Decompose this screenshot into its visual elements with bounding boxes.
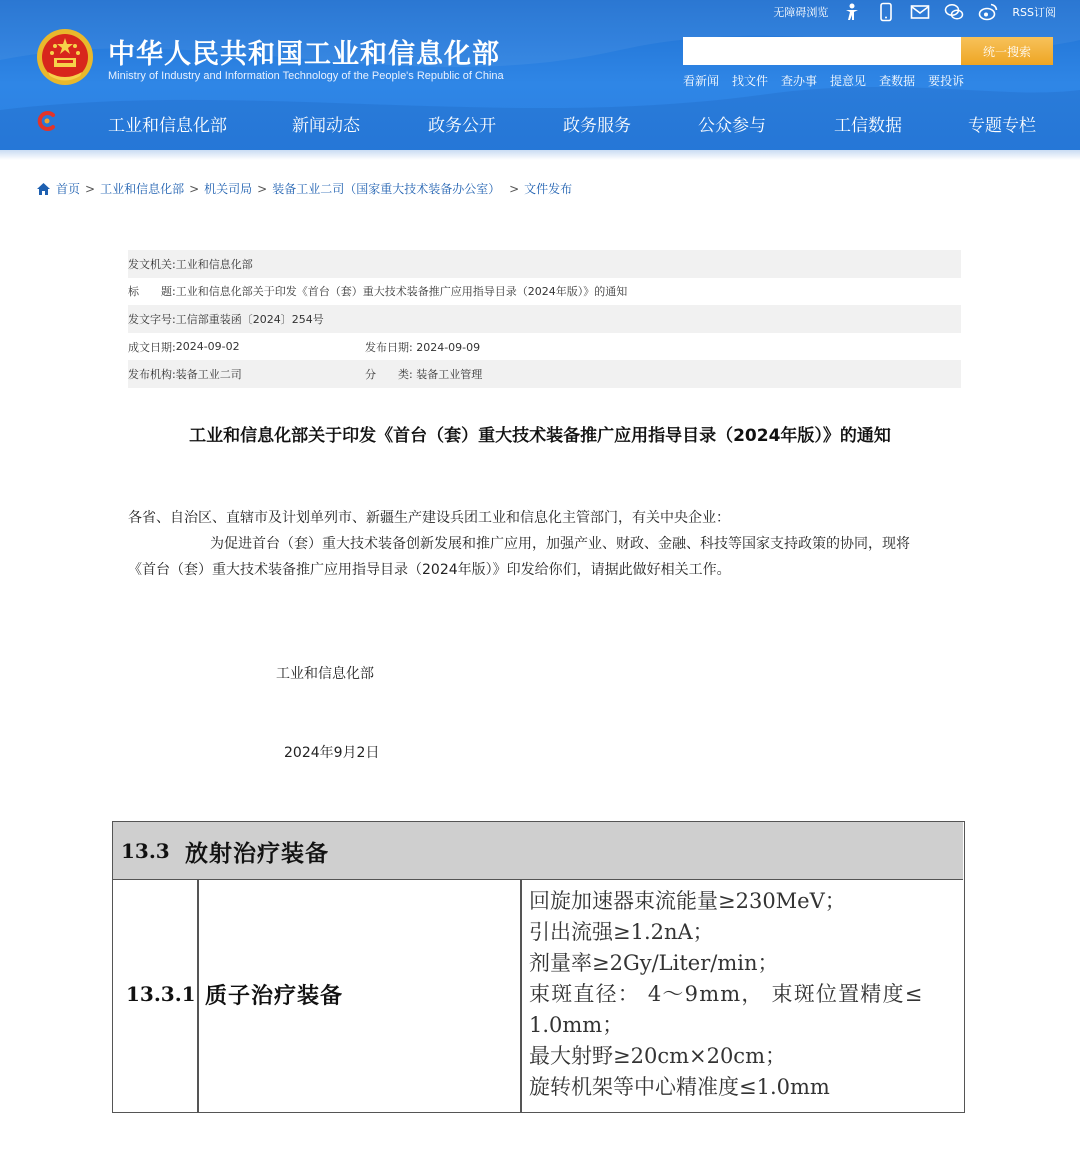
mobile-phone-icon[interactable]: [876, 2, 896, 22]
accessible-browsing-link[interactable]: 无障碍浏览: [773, 6, 829, 19]
meta-row-title: [128, 278, 961, 306]
document-paragraph-line-1: 为促进首台（套）重大技术装备创新发展和推广应用，加强产业、财政、金融、科技等国家支持政策的协同，现将: [210, 536, 910, 552]
spec-line: 最大射野≥20cm×20cm；: [529, 1044, 786, 1068]
meta-org-value: 装备工业二司: [175, 368, 242, 382]
meta-row-docno: [128, 305, 961, 333]
meta-issuer-value: 工业和信息化部: [175, 257, 253, 271]
meta-title-value: 工业和信息化部关于印发《首台（套）重大技术装备推广应用指导目录（2024年版）》的通知: [175, 285, 628, 299]
spec-line: 1.0mm；: [529, 1013, 624, 1037]
nav-item-special-topics[interactable]: 专题专栏: [968, 116, 1036, 136]
meta-category-label: 分 类:: [365, 368, 413, 382]
nav-item-gov-affairs[interactable]: 政务公开: [428, 116, 496, 136]
main-navigation: [0, 100, 1080, 144]
catalog-excerpt-table: [112, 821, 965, 1113]
quick-links: [683, 72, 964, 89]
meta-category-value: 装备工业管理: [416, 368, 483, 382]
quick-link-feedback[interactable]: 提意见: [830, 74, 867, 88]
catalog-section-header: [113, 822, 963, 880]
spec-line: 引出流强≥1.2nA；: [529, 920, 714, 944]
quick-link-services[interactable]: 查办事: [781, 74, 818, 88]
home-icon[interactable]: [36, 182, 51, 196]
meta-title-label: 标 题:: [128, 285, 176, 299]
catalog-item-name: 质子治疗装备: [205, 983, 344, 1009]
catalog-item-specs: [529, 886, 959, 1103]
nav-item-news[interactable]: 新闻动态: [292, 116, 360, 136]
document-metadata-table: [128, 250, 961, 388]
catalog-section-number: 13.3: [121, 839, 170, 863]
catalog-section-name: 放射治疗装备: [185, 840, 329, 867]
ministry-c-logo-icon[interactable]: [36, 110, 58, 132]
table-column-divider: [520, 880, 522, 1113]
unified-search-button[interactable]: 统一搜索: [961, 37, 1053, 65]
document-title: 工业和信息化部关于印发《首台（套）重大技术装备推广应用指导目录（2024年版）》的通知: [189, 426, 891, 446]
breadcrumb-separator: >: [85, 181, 96, 196]
nav-item-data[interactable]: 工信数据: [834, 116, 902, 136]
quick-link-files[interactable]: 找文件: [732, 74, 769, 88]
meta-written-label: 成文日期:: [128, 340, 176, 354]
document-paragraph-line-2: 《首台（套）重大技术装备推广应用指导目录（2024年版）》印发给你们，请据此做好相关工作。: [128, 562, 731, 578]
spec-line: 旋转机架等中心精准度≤1.0mm: [529, 1075, 830, 1099]
meta-category-cell: [365, 366, 482, 382]
meta-issuer-label: 发文机关:: [128, 257, 176, 271]
breadcrumb-equipment-dept[interactable]: 装备工业二司（国家重大技术装备办公室）: [272, 182, 501, 196]
rss-subscribe-link[interactable]: RSS订阅: [1012, 6, 1056, 19]
document-salutation: 各省、自治区、直辖市及计划单列市、新疆生产建设兵团工业和信息化主管部门，有关中央企业：: [128, 510, 730, 526]
quick-link-news[interactable]: 看新闻: [683, 74, 720, 88]
wechat-icon[interactable]: [944, 2, 964, 22]
meta-row-dates: [128, 333, 961, 361]
site-title: 中华人民共和国工业和信息化部: [108, 39, 500, 70]
header-divider: [0, 150, 1080, 160]
meta-row-issuer: [128, 250, 961, 278]
national-emblem-logo[interactable]: [36, 28, 94, 86]
meta-docno-label: 发文字号:: [128, 312, 176, 326]
breadcrumb-departments[interactable]: 机关司局: [204, 182, 253, 196]
table-column-divider: [197, 880, 199, 1113]
nav-item-ministry[interactable]: 工业和信息化部: [108, 116, 227, 136]
nav-item-gov-services[interactable]: 政务服务: [563, 116, 631, 136]
spec-line: 剂量率≥2Gy/Liter/min；: [529, 951, 779, 975]
breadcrumb-separator: >: [257, 181, 268, 196]
mail-icon[interactable]: [910, 2, 930, 22]
search-input[interactable]: [683, 37, 961, 65]
meta-published-label: 发布日期:: [365, 340, 413, 354]
search-bar: [683, 37, 1053, 65]
spec-line: 回旋加速器束流能量≥230MeV；: [529, 889, 846, 913]
quick-link-complaints[interactable]: 要投诉: [928, 74, 965, 88]
breadcrumb-file-release[interactable]: 文件发布: [524, 182, 573, 196]
catalog-item-code: 13.3.1: [126, 982, 196, 1006]
weibo-icon[interactable]: [978, 2, 998, 22]
breadcrumb-ministry[interactable]: 工业和信息化部: [100, 182, 185, 196]
breadcrumb-separator: >: [189, 181, 200, 196]
meta-docno-value: 工信部重装函〔2024〕254号: [175, 312, 324, 326]
top-utility-bar: [773, 0, 1056, 24]
spec-line: 束斑直径： 4～9mm， 束斑位置精度≤: [529, 982, 924, 1006]
nav-item-public-participation[interactable]: 公众参与: [698, 116, 766, 136]
meta-org-label: 发布机构:: [128, 368, 176, 382]
quick-link-data[interactable]: 查数据: [879, 74, 916, 88]
meta-row-org: [128, 360, 961, 388]
meta-published-value: 2024-09-09: [416, 340, 481, 354]
meta-published-cell: [365, 339, 480, 355]
breadcrumb-separator: >: [505, 181, 520, 196]
site-header: [0, 0, 1080, 152]
site-subtitle: Ministry of Industry and Information Technology of the People's Republic of China: [108, 70, 504, 82]
breadcrumb: [36, 180, 572, 197]
document-signature: 工业和信息化部: [276, 666, 374, 682]
breadcrumb-home[interactable]: 首页: [56, 182, 81, 196]
accessibility-person-icon[interactable]: [842, 2, 862, 22]
meta-written-value: 2024-09-02: [175, 340, 240, 354]
document-date: 2024年9月2日: [284, 745, 380, 761]
